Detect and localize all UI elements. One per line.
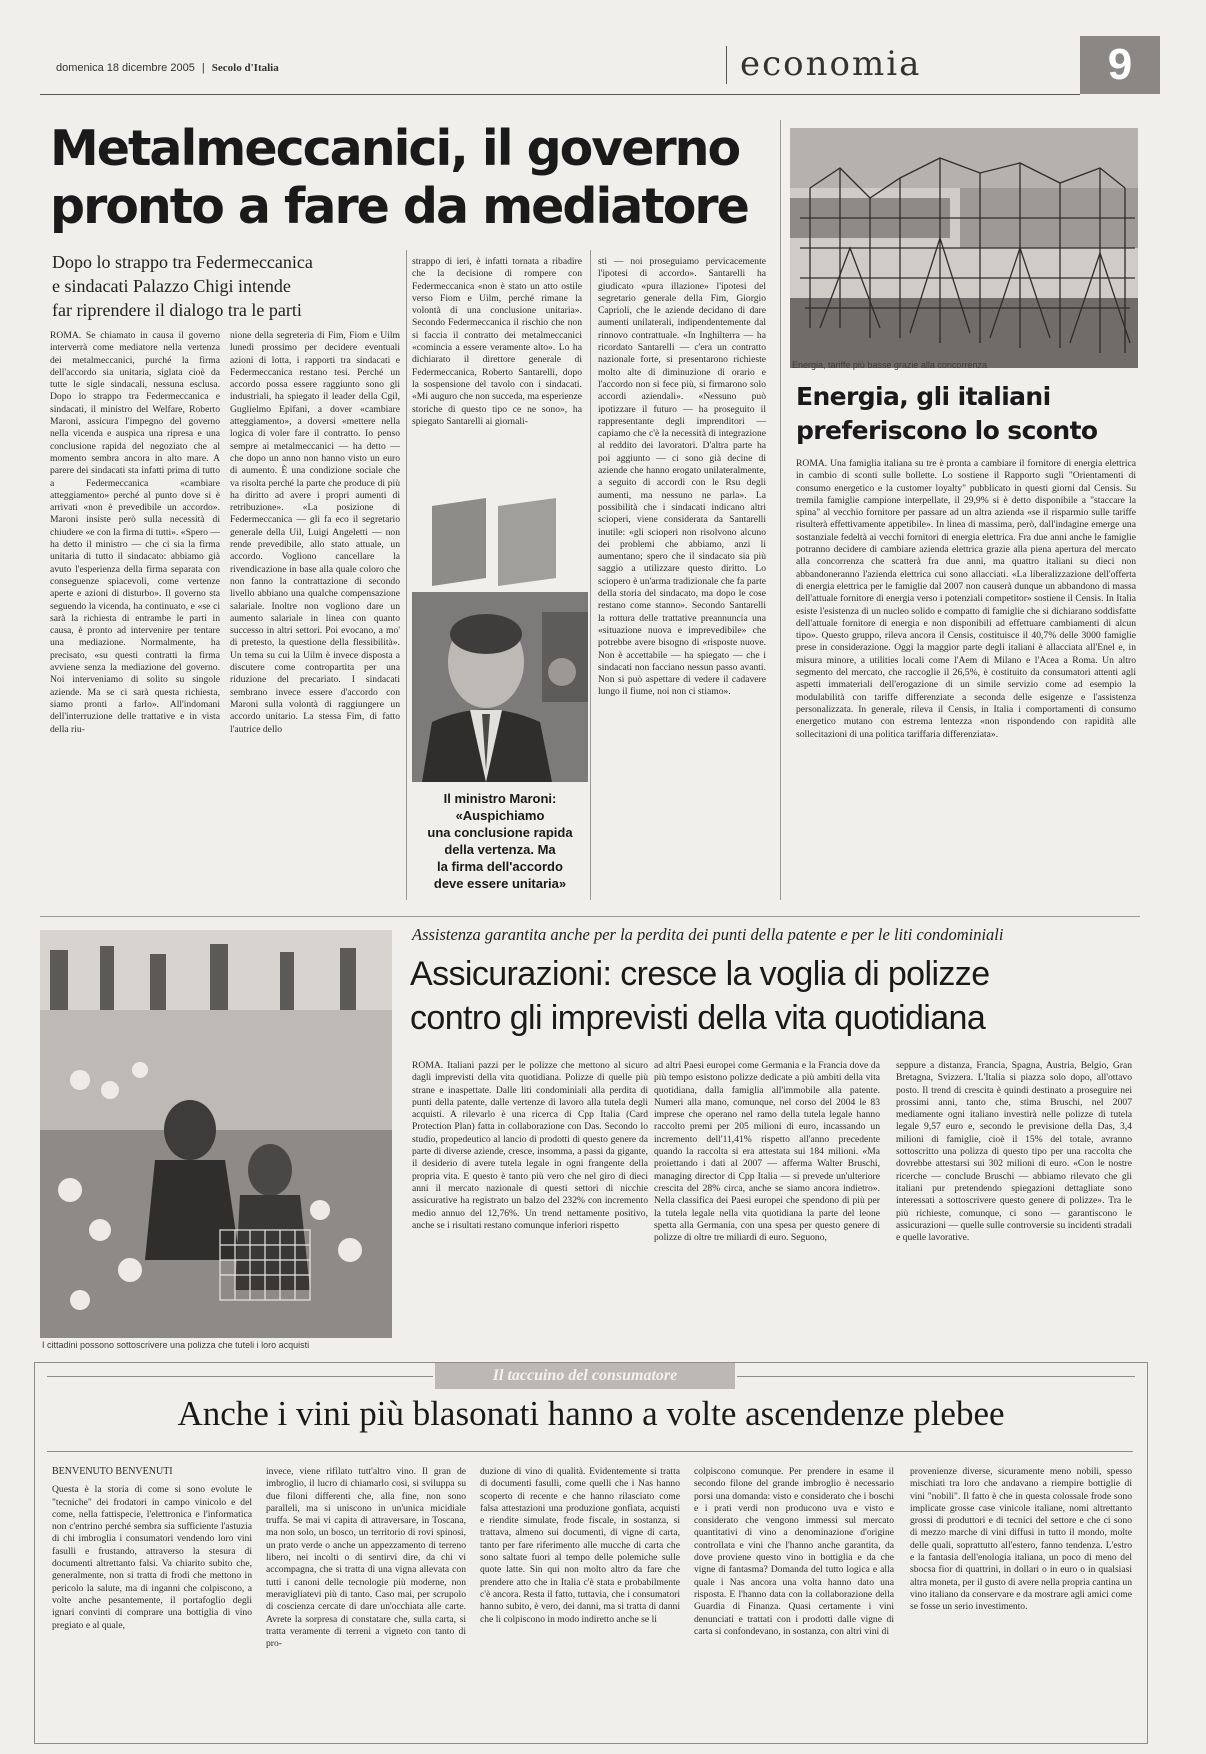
article1-column-4: sti — noi proseguiamo pervicacemente l'ipotesi di accordo». Santarelli ha giudicato «pura illazione» l'ipotesi del segretario generale della Fim, Giorgio Caprioli, che le aziende decidano di dare aumenti unilaterali, indipendentemente dal rinnovo contrattuale. «In Inghilterra — ha ricordato Santarelli — c'era un contratto nazionale forte, si presentarono richieste molto alte di diminuzione di orario e l'accordo non si fece più, si firmarono solo accordi aziendali». «Nessuno può ipotizzare il futuro — ha proseguito il rappresentante degli imprenditori — capiamo che c'è la necessità di integrazione al reddito dei lavoratori. D'altra parte ha poi aggiunto — ci sono già decine di aziende che hanno erogato unilateralmente, a seguito di accordi con le Rsu degli aumenti, ma nessuno ne parla». La possibilità che i sindacati indicano altri scioperi, viene considerata da Santarelli inutile: «gli scioperi non risolvono alcuno dei problemi che abbiamo, anzi li aumentano; spero che il sindacato sia più saggio a utilizzare questo diritto. Lo sciopero è un'arma tradizionale che fa parte della storia del sindacato, ma dopo le cose restano come stanno». Secondo Santarelli la rottura delle trattative preannuncia una «situazione nuova e imprevedibile» che potrebbe avere bisogno di «risposte nuove. Non è accettabile — ha spiegato — che i sindacati non facciano nessun passo avanti. Non si può aspettare di vedere il cadavere lungo il fiume, noi non ci stiamo». bbox=[598, 256, 766, 698]
article4-column-4: colpiscono comunque. Per prendere in esame il secondo filone del grande imbroglio è necessario porsi una domanda: visto e considerato che i boschi e i prati verdi non producono uva e visto e considerato che vengono immessi sul mercato quantitativi di vino a denominazione d'origine controllata e vini che l'hanno anche garantita, da dove proviene questo vino in bottiglia e da che vigne di fantasma? Domanda del tutto logica e alla quale i Nas ancora una volta hanno dato una risposta. E l'hanno data con la collaborazione della Guardia di Finanza. Quasi certamente i vini denunciati e trattati con i prodotti dalle vigne di carta si confondevano, in sostanza, con altri vini di bbox=[694, 1466, 894, 1637]
article-metalmeccanici-deck bbox=[52, 250, 382, 322]
column-rule bbox=[406, 250, 407, 900]
box-rule bbox=[47, 1451, 1133, 1452]
page-header bbox=[40, 34, 1170, 96]
vini-byline: BENVENUTO BENVENUTI bbox=[52, 1466, 173, 1477]
header-paper-name: Secolo d'Italia bbox=[211, 62, 279, 74]
deck-line-1: Dopo lo strappo tra Federmeccanica bbox=[52, 252, 313, 272]
maroni-pull-quote bbox=[408, 790, 592, 892]
vini-headline: Anche i vini più blasonati hanno a volte ascendenze plebee bbox=[177, 1394, 1005, 1433]
article1-column-2: nione della segreteria di Fim, Fiom e Uilm lunedì prossimo per decidere eventuali azioni di lotta, i rapporti tra sindacati e Federmeccanica restano tesi. Perché un accordo possa essere raggiunto sono gli industriali, ha spiegato il leader della Cgil, Guglielmo Epifani, a dover «cambiare atteggiamento», a doversi «mettere nella logica di voler fare il contratto. Io penso sempre ai metalmeccanici — ha detto — che dopo un anno non hanno visto un euro di aumento. È una condizione sociale che va risolta perché la parte che produce di più ha diritto ad avere i propri aumenti di retribuzione». «La posizione di Federmeccanica — gli fa eco il segretario generale della Uil, Luigi Angeletti — non rende prevedibile, allo stato attuale, un accordo. Vogliono cancellare la rivendicazione in base alla quale coloro che non fanno la contrattazione di secondo livello abbiano una qualche compensazione salariale. Inoltre non vogliono dare un aumento salariale in linea con quanto successo in altri settori. Poi evocano, a mo' di pretesto, la questione della flessibilità». Un tema su cui la Uilm è invece disposta a discutere come contropartita per una riduzione del precariato. I sindacati sembrano invece essere d'accordo con Maroni sulla volontà di raggiungere un accordo unitario. La stessa Fim, di fatto l'autrice dello bbox=[230, 330, 400, 735]
box-rule bbox=[737, 1376, 1135, 1377]
article2-body: ROMA. Una famiglia italiana su tre è pronta a cambiare il fornitore di energia elettrica in cambio di sconti sulle bollette. Lo sostiene il Rapporto sugli "Orientamenti di consumo energetico e la customer loyalty" pubblicato in questi giorni dal Censis. Su tremila famiglie campione interpellate, il 29,9% si è detto disponibile a "staccare la spina" al vecchio fornitore per passare ad un altra azienda «se il risparmio sulle tariffe risulterà effettivamente appetibile». In linea di massima, però, dall'indagine emerge una sostanziale fedeltà ai vecchi fornitori di energia elettrica. Fra due anni anche le famiglie potranno decidere di cambiare azienda elettrica grazie alla piena apertura del mercato alla concorrenza che scatterà fra due anni, ma quattro italiani su dieci non abbandoneranno l'azienda elettrica cui sono allacciati. «La liberalizzazione dell'offerta di energia elettrica per le famiglie dal 2007 non causerà dunque un abbandono di massa dell'attuale fornitore di energia verso i potenziali competitor» sostiene il Censis. In Italia esiste l'esistenza di un nucleo solido e compatto di famiglie che si dichiarano soddisfatte dell'attuale fornitore di energia e non disponibili ad effettuare cambiamenti di alcun tipo». Questo gruppo, rileva ancora il Censis, costituisce il 40,7% delle 3000 famiglie prese in considerazione. Oggi la maggior parte degli italiani è allacciata all'Enel e, in misura minore, a utilities locali come l'Aem di Milano e l'Acea a Roma. Un altro segmento del mercato, che raccoglie il 26,5%, è costituito da consumatori attenti agli aspetti immateriali dell'erogazione di un simile servizio come ad esempio la modulabilità con tariffe differenziate a seconda delle esigenze e l'assistenza personalizzata. In generale, rileva il Censis, in Italia i comportamenti di consumo energetico mutano con estrema lentezza «non rispondendo con rapidità alle sollecitazioni di una politica tariffaria differenziata». bbox=[796, 458, 1136, 740]
section-label: Il taccuino del consumatore bbox=[492, 1367, 678, 1384]
article1-column-1: ROMA. Se chiamato in causa il governo interverrà come mediatore nella vertenza dei metalmeccanici, purché la firma dell'accordo sia unitaria, siglata cioè da tutte le sigle sindacali, nessuna esclusa. Dopo lo strappo tra Federmeccanica e sindacati, il ministro del Welfare, Roberto Maroni, assicura l'impegno del governo nella vicenda e auspica una ripresa e una conclusione rapida del negoziato che al momento sembra ancora in alto mare. A parere dei sindacati sta infatti prima di tutto a Federmeccanica «cambiare atteggiamento» perché al punto dove si è arrivati «non è prevedibile un accordo». Maroni insiste però sulla necessità di chiudere «e con la firma di tutti». «Spero — ha detto il ministro — che ci sia la firma unitaria di tutto il sindacato: abbiamo già avuto l'esperienza della firma separata con conseguenze spiacevoli, come vertenze aperte e azioni di disturbo». Il governo sta seguendo la vicenda, ha continuato, e «se ci sarà la richiesta di entrambe le parti in causa, è pronto ad intervenire per tentare una mediazione. Normalmente, ha precisato, «su questi contratti la firma avviene senza la mediazione del governo. Noi interveniamo di solito su singole aziende. Ma se ci sarà questa richiesta, siamo pronti a farlo». All'indomani dell'interruzione delle trattative e in vista della riu- bbox=[50, 330, 220, 735]
article3-column-3: seppure a distanza, Francia, Spagna, Austria, Belgio, Gran Bretagna, Svizzera. L'Italia si piazza solo dopo, all'ottavo posto. Il trend di crescita è quindi destinato a proseguire nei prossimi anni, tanto che, stima Bruschi, nel 2007 mediamente ogni italiano investirà nelle polizze di tutela legale 9,57 euro e, secondo le previsione della Das, 3,4 milioni di famiglie, cioè il 15% del totale, avranno sottoscritto una polizza di questo tipo per una raccolta che dovrebbe attestarsi sui 302 milioni di euro. «Con le nostre ricerche — conclude Bruschi — abbiamo rilevato che gli italiani pur pretendendo spiegazioni dettagliate sono interessati a sottoscrivere questo genere di polizze». Tra le più richieste, comunque, ci sono — garantiscono le assicurazioni — quelle sulle controversie su incidenti stradali e quelle lavorative. bbox=[896, 1060, 1132, 1244]
power-station-caption: Energia, tariffe più basse grazie alla concorrenza bbox=[792, 360, 987, 370]
deck-line-3: far riprendere il dialogo tra le parti bbox=[52, 300, 302, 320]
header-date bbox=[56, 62, 279, 74]
article4-column-5: provenienze diverse, sicuramente meno nobili, spesso mischiati tra loro che andavano a riempire bottiglie di vini "nobili". Il fatto è che in questa colossale frode sono implicate grosse case vinicole italiane, nomi altrettanto grossi di produttori e di tecnici del settore e che ci sono di mezzo marche di vini diffusi in tutto il mondo, molte delle quali, soprattutto all'estero, fanno tendenza. L'estro e la fantasia dell'enologia italiana, un poco di meno del sbocsa fior di quattrini, in dollari o in euro o in qualsiasi altra moneta, per il gusto di avere nella propria cantina un vino italiano da conservare e da mostrare agli amici come se fosse un serio investimento. bbox=[910, 1466, 1132, 1613]
quote-line-5: la firma dell'accordo bbox=[437, 859, 563, 874]
page-number: 9 bbox=[1107, 40, 1133, 89]
assicurazioni-headline-line-2: contro gli imprevisti della vita quotidiana bbox=[410, 999, 986, 1037]
maroni-photo-image bbox=[412, 592, 588, 782]
quote-line-6: deve essere unitaria» bbox=[433, 876, 567, 891]
header-date-text: domenica 18 dicembre 2005 bbox=[56, 62, 195, 74]
article-energia-headline bbox=[796, 380, 1141, 448]
logo-shape-left bbox=[432, 498, 486, 586]
article4-column-3: duzione di vino di qualità. Evidentemente si tratta di documenti fasulli, come quelli che i Nas hanno scoperto di recente e che hanno rilasciato come falsa attestazioni una produzione gonfiata, acquisti e riendite simulate, frode fiscale, in sostanza, si trattava, almeno sui documenti, di vigne di carta, tanto per fare riferimento alle mucche di carta che sono saltate fuori al tempo delle polemiche sulle quote latte. Sin qui non molto altro da fare che prendere atto che in Italia c'è stata e probabilmente c'è ancora. Resta il fatto, tuttavia, che i consumatori hanno subito, è vero, dei danni, ma si tratta di danni che li colpiscono in modo indiretto anche se li bbox=[480, 1466, 680, 1625]
maroni-photo bbox=[412, 592, 588, 782]
section-title: economia bbox=[740, 44, 922, 84]
header-rule bbox=[40, 94, 1080, 95]
headline-line-2: pronto a fare da mediatore bbox=[50, 178, 748, 235]
power-station-photo bbox=[790, 128, 1138, 368]
quote-line-1: Il ministro Maroni: bbox=[443, 791, 557, 806]
assicurazioni-headline-line-1: Assicurazioni: cresce la voglia di polizze bbox=[410, 955, 990, 993]
deck-line-2: e sindacati Palazzo Chigi intende bbox=[52, 276, 291, 296]
article1-column-3: strappo di ieri, è infatti tornata a ribadire che la decisione di rompere con Federmeccanica «non è stato un atto ostile verso Fiom e Uilm, perché rimane la volontà di una conclusione unitaria». Secondo Federmeccanica il rischio che non si faccia il contratto dei metalmeccanici «comincia a essere veramente alto». Lo ha dichiarato il direttore generale di Federmeccanica, Roberto Santarelli, dopo la sospensione del tavolo con i sindacati. «Mi auguro che non succeda, ma esperienze storiche di questo tipo ce ne sono», ha spiegato Santarelli ai giornali- bbox=[412, 256, 582, 427]
article3-column-2: ad altri Paesi europei come Germania e la Francia dove da più tempo esistono polizze dedicate a più ambiti della vita quotidiana, dalla famiglia all'immobile alla patente. Numeri alla mano, comunque, nel corso del 2004 le 83 imprese che operano nel ramo della tutela legale hanno raccolto premi per 205 milioni di euro, incassando un incremento dell'11,41% rispetto all'anno precedente quando la raccolta si era attestata sui 184 milioni. «Ma proiettando i dati al 2007 — afferma Walter Bruschi, managing director di Cpp Italia — si prevede un'ulteriore crescita del 28% circa, anche se siamo ancora indietro». Nella classifica dei Paesi europei che spendono di più per la tutela legale nella vita quotidiana la parte del leone spetta alla Germania, con una spesa per questo genere di polizze di oltre tre miliardi di euro. Seguono, bbox=[654, 1060, 880, 1244]
quote-line-3: una conclusione rapida bbox=[427, 825, 573, 840]
header-divider bbox=[726, 46, 727, 84]
article-metalmeccanici-headline bbox=[50, 120, 770, 236]
vini-column-1-text: Questa è la storia di come si sono evolute le "tecniche" dei frodatori in campo vinicolo e del come, nella fattispecie, l'elettronica e l'informatica non c'entrino perché sembra sia sufficiente l'astuzia di chi imbroglia i consumatori vendendo loro vini fasulli e frustando, attraverso la stesura di documenti altrettanto falsi. Va chiarito subito che, generalmente, non si tratta di frodi che mettono in pericolo la salute, ma di inganni che colpiscono, a volte anche pesantemente, il portafoglio degli ignari convinti di comprare una bottiglia di vino pregiato e al quale, bbox=[52, 1484, 252, 1631]
supermarket-photo bbox=[40, 930, 392, 1338]
header-separator: | bbox=[201, 62, 205, 74]
power-station-image bbox=[790, 128, 1138, 368]
assicurazioni-kicker: Assistenza garantita anche per la perdita dei punti della patente e per le liti condominiali bbox=[412, 925, 1004, 944]
article-assicurazioni-headline bbox=[410, 952, 1150, 1040]
quote-line-2: «Auspichiamo bbox=[455, 808, 545, 823]
article4-column-2: invece, viene rifilato tutt'altro vino. Il gran de imbroglio, il lucro di chiamarlo così, si sviluppa su due filoni differenti che, alla fine, non sono paralleli, ma si uniscono in un'unica micidiale truffa. Se mai vi capita di attraversare, in Toscana, ma non solo, un bosco, un territorio di rovi spinosi, un prato verde o anche un appezzamento di terreno libero, nei incolti o di sentirvi dire, da chi vi accompagna, che si tratta di una vigna allevata con tutti i canoni delle tecnologie più moderne, non meravigliatevi più di tanto. Caso mai, per scrupolo di coscienza cercate di dare un'occhiata alle carte. Avrete la sorpresa di constatare che, sulla carta, si tratta veramente di terreni a vigneto con tanto di pro- bbox=[266, 1466, 466, 1650]
quote-line-4: della vertenza. Ma bbox=[444, 842, 556, 857]
headline-line-1: Metalmeccanici, il governo bbox=[50, 120, 740, 177]
logo-shape-right bbox=[498, 498, 556, 586]
supermarket-caption: I cittadini possono sottoscrivere una polizza che tuteli i loro acquisti bbox=[42, 1340, 310, 1350]
section-rule bbox=[40, 916, 1140, 917]
box-rule bbox=[47, 1376, 433, 1377]
union-logo-graphic bbox=[432, 498, 560, 586]
page-number-box bbox=[1080, 36, 1160, 94]
supermarket-image bbox=[40, 930, 392, 1338]
section-label-bar bbox=[435, 1363, 735, 1389]
column-rule bbox=[780, 120, 781, 900]
energia-headline-line-1: Energia, gli italiani bbox=[796, 382, 1051, 411]
article4-column-1 bbox=[52, 1466, 252, 1738]
article3-column-1: ROMA. Italiani pazzi per le polizze che mettono al sicuro dagli imprevisti della vita quotidiana. Polizze di quelle più strane e inaspettate. Dalle liti condominiali alla perdita di punti della patente, dalle vertenze di lavoro alla tutela degli acquisti. A rilevarlo è una ricerca di Cpp Italia (Card Protection Plan) fatta in collaborazione con Das. Secondo lo studio, propedeutico al lancio di prodotti di questo genere da parte di diverse aziende, cresce, insomma, a passi da gigante, il desiderio di avere tutela legale in ogni frangente della propria vita. E questo è tanto più vero che nel giro di dieci anni il mercato nazionale di questi settori di nicchie assicurative ha registrato un balzo del 232% con incremento medio annuo del 12,76%. Un trend nettamente positivo, anche se i risultati restano comunque inferiori rispetto bbox=[412, 1060, 648, 1231]
energia-headline-line-2: preferiscono lo sconto bbox=[796, 416, 1098, 445]
